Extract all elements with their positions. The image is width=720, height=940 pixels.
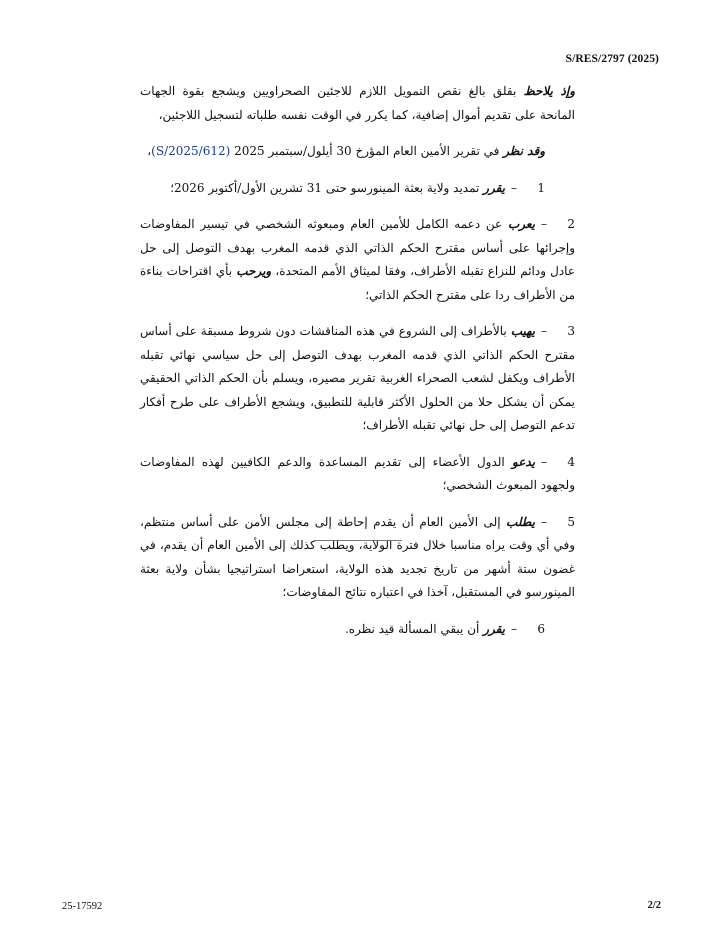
- operative-paragraph: [140, 320, 575, 438]
- paragraph-text: عن دعمه الكامل للأمين العام ومبعوثه الشخصي في تيسير المفاوضات وإجرائها على أساس مقترح الحكم الذاتي الذي قدمه المغرب بهدف التوصل إلى حل عادل ودائم للنزاع تقبله الأطراف، وفقا لميثاق الأمم المتحدة،: [140, 217, 575, 278]
- paragraph-text: إلى الأمين العام أن يقدم إحاطة إلى مجلس الأمن على أساس منتظم، وفي أي وقت يراه مناسبا خلال فترة الولاية، ويطلب كذلك إلى الأمين العام أن يقدم، في غضون ستة أشهر من تاريخ تجديد هذه الولاية، استعراضا استراتيجيا بشأن ولاية بعثة المينورسو في المستقبل، آخذا في اعتباره نتائج المفاوضات؛: [140, 514, 575, 599]
- paragraph-dash: –: [541, 514, 547, 529]
- operative-paragraph: [140, 213, 575, 307]
- paragraph-text: بأي اقتراحات بناءة من الأطراف ردا على مقترح الحكم الذاتي؛: [140, 264, 575, 302]
- paragraph-keyword: يطلب: [506, 514, 535, 529]
- paragraph-number: 5: [567, 514, 575, 529]
- operative-paragraph: [140, 177, 575, 201]
- paragraph-keyword: يهيب: [510, 324, 535, 338]
- paragraph-text: الدول الأعضاء إلى تقديم المساعدة والدعم الكافيين لهذه المفاوضات ولجهود المبعوث الشخصي؛: [140, 454, 575, 492]
- resolution-body: [140, 80, 575, 654]
- paragraph-dash: –: [541, 217, 547, 231]
- paragraph-number: 2: [567, 217, 575, 231]
- preambular-paragraph: [140, 80, 575, 127]
- paragraph-dash: –: [541, 324, 547, 338]
- paragraph-text: أن يبقي المسألة قيد نظره.: [344, 621, 484, 636]
- paragraph-keyword: ويرحب: [236, 264, 272, 278]
- paragraph-text: في تقرير الأمين العام المؤرخ 30 أيلول/سبتمبر 2025: [230, 144, 504, 158]
- end-rule: [316, 540, 402, 541]
- operative-paragraph: [140, 451, 575, 498]
- paragraph-number: 4: [567, 454, 575, 469]
- footer-document-code: 25-17592: [62, 901, 103, 912]
- document-symbol: S/RES/2797 (2025): [565, 53, 659, 65]
- paragraph-keyword: وقد نظر: [503, 144, 545, 158]
- operative-paragraph: [140, 511, 575, 605]
- paragraph-number: 6: [537, 621, 545, 636]
- paragraph-dash: –: [541, 454, 547, 469]
- paragraph-text: بالأطراف إلى الشروع في هذه المناقشات دون شروط مسبقة على أساس مقترح الحكم الذاتي الذي قدمه المغرب بهدف التوصل إلى حل سياسي نهائي تقبله الأطراف ويكفل لشعب الصحراء الغربية تقرير مصيره، ويسلم بأن الحكم الذاتي الحقيقي يمكن أن يشكل حلا من الحلول الأكثر قابلية للتطبيق، ويشجع الأطراف على طرح أفكار تدعم التوصل إلى حل نهائي تقبله الأطراف؛: [140, 324, 575, 432]
- paragraph-text: تمديد ولاية بعثة المينورسو حتى 31 تشرين الأول/أكتوبر 2026؛: [170, 180, 484, 195]
- preambular-paragraph: [140, 140, 575, 164]
- paragraph-text: بقلق بالغ نقص التمويل اللازم للاجئين الصحراويين ويشجع بقوة الجهات المانحة على تقديم أموال إضافية، كما يكرر في الوقت نفسه طلباته لتسجيل اللاجئين،: [140, 84, 575, 122]
- operative-paragraph: [140, 618, 575, 642]
- paragraph-keyword: يعرب: [507, 217, 535, 231]
- paragraph-keyword: يقرر: [483, 180, 505, 195]
- paragraph-number: 1: [537, 180, 545, 195]
- paragraph-keyword: وإذ يلاحظ: [523, 84, 575, 98]
- paragraph-dash: –: [511, 621, 517, 636]
- paragraph-number: 3: [567, 324, 575, 338]
- paragraph-dash: –: [511, 180, 517, 195]
- paragraph-tail: ،: [147, 144, 152, 158]
- report-link[interactable]: (S/2025/612): [151, 144, 231, 158]
- paragraph-keyword: يدعو: [512, 454, 535, 469]
- paragraph-keyword: يقرر: [483, 621, 505, 636]
- footer-page-number: 2/2: [647, 900, 661, 911]
